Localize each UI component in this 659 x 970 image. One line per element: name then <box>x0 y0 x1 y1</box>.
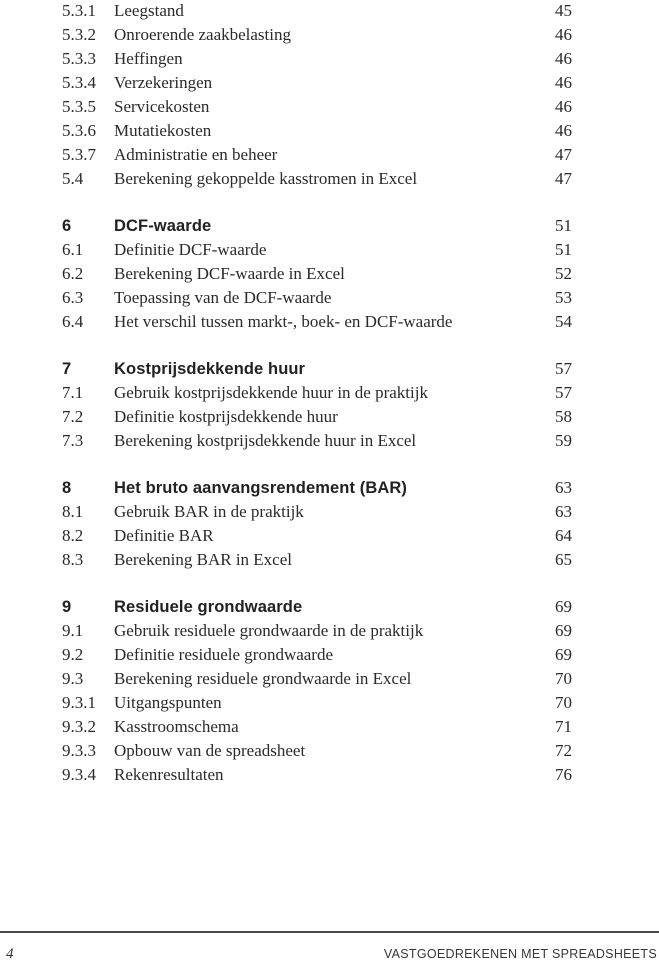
toc-entry-number: 9.2 <box>62 645 84 664</box>
toc-entry-page: 71 <box>555 717 572 736</box>
toc-entry-number: 7.1 <box>62 383 84 402</box>
toc-entry-title: Kostprijsdekkende huur <box>114 360 306 378</box>
toc-entry-number: 6.2 <box>62 264 84 283</box>
toc-section <box>0 0 659 191</box>
toc-entry-title: Verzekeringen <box>114 73 213 92</box>
toc-entry-page: 59 <box>555 431 572 450</box>
toc-entry-number: 9.3.4 <box>62 765 96 784</box>
toc-entry-number: 8.3 <box>62 550 84 569</box>
toc-entry-page: 51 <box>555 216 572 235</box>
toc-entry-number: 9.3.1 <box>62 693 96 712</box>
footer-rule <box>0 931 659 933</box>
toc-entry-page: 72 <box>555 741 572 760</box>
toc-entry-title: Berekening BAR in Excel <box>114 550 292 569</box>
toc-entry-title: DCF-waarde <box>114 217 212 235</box>
toc-entry-title: Residuele grondwaarde <box>114 598 303 616</box>
toc-entry-page: 65 <box>555 550 572 569</box>
toc-entry-number: 5.3.4 <box>62 73 96 92</box>
toc-chapter-heading <box>0 214 659 238</box>
toc-entry <box>0 143 659 167</box>
toc-entry <box>0 429 659 453</box>
toc-entry <box>0 667 659 691</box>
toc-chapter-heading <box>0 595 659 619</box>
toc-entry-number: 9.3 <box>62 669 84 688</box>
toc-chapter-heading <box>0 476 659 500</box>
toc-entry-title: Servicekosten <box>114 97 210 116</box>
toc-entry <box>0 310 659 334</box>
toc-entry-page: 51 <box>555 240 572 259</box>
toc-entry-page: 53 <box>555 288 572 307</box>
toc-entry-number: 8.2 <box>62 526 84 545</box>
toc-entry-title: Leegstand <box>114 1 184 20</box>
toc-entry-number: 5.3.6 <box>62 121 96 140</box>
toc-chapter-heading <box>0 357 659 381</box>
toc-entry-title: Berekening residuele grondwaarde in Excel <box>114 669 412 688</box>
toc-entry-title: Het verschil tussen markt-, boek- en DCF-waarde <box>114 312 453 331</box>
toc-entry-title: Toepassing van de DCF-waarde <box>114 288 332 307</box>
toc-entry-number: 5.3.5 <box>62 97 96 116</box>
toc-entry-page: 69 <box>555 621 572 640</box>
toc-entry <box>0 167 659 191</box>
toc-entry <box>0 739 659 763</box>
footer-page-number: 4 <box>6 946 14 962</box>
toc-entry-number: 9.3.3 <box>62 741 96 760</box>
toc-entry-number: 6.3 <box>62 288 84 307</box>
footer-book-title: VASTGOEDREKENEN MET SPREADSHEETS <box>383 947 657 961</box>
toc-entry <box>0 548 659 572</box>
toc-entry-title: Onroerende zaakbelasting <box>114 25 291 44</box>
toc-section <box>0 476 659 572</box>
toc-entry <box>0 95 659 119</box>
toc-entry-page: 46 <box>555 25 572 44</box>
toc-entry <box>0 119 659 143</box>
toc-entry-title: Rekenresultaten <box>114 765 224 784</box>
toc-entry <box>0 381 659 405</box>
toc-entry <box>0 500 659 524</box>
toc-entry-page: 47 <box>555 145 572 164</box>
toc-entry <box>0 71 659 95</box>
toc-entry-page: 63 <box>555 502 572 521</box>
toc-entry-page: 52 <box>555 264 572 283</box>
toc-entry-number: 5.3.1 <box>62 1 96 20</box>
toc-entry-number: 9.1 <box>62 621 84 640</box>
toc-entry-title: Definitie kostprijsdekkende huur <box>114 407 338 426</box>
toc-entry-title: Heffingen <box>114 49 183 68</box>
toc-entry-number: 5.3.7 <box>62 145 96 164</box>
toc-entry-number: 9 <box>62 598 72 616</box>
toc-entry-page: 46 <box>555 49 572 68</box>
toc-entry-page: 46 <box>555 121 572 140</box>
toc-entry-title: Mutatiekosten <box>114 121 212 140</box>
toc-entry <box>0 47 659 71</box>
toc-entry <box>0 0 659 23</box>
toc-entry-page: 70 <box>555 669 572 688</box>
toc-entry <box>0 643 659 667</box>
toc-entry-title: Gebruik residuele grondwaarde in de praktijk <box>114 621 424 640</box>
toc-section <box>0 214 659 334</box>
toc-entry <box>0 286 659 310</box>
toc-entry <box>0 763 659 787</box>
toc-entry-page: 63 <box>555 478 572 497</box>
toc-entry-page: 57 <box>555 359 572 378</box>
toc-entry-page: 76 <box>555 765 572 784</box>
toc-entry-title: Berekening DCF-waarde in Excel <box>114 264 345 283</box>
toc-entry-page: 45 <box>555 1 572 20</box>
toc-entry-number: 7 <box>62 360 72 378</box>
toc-entry-title: Definitie BAR <box>114 526 214 545</box>
toc-section <box>0 595 659 787</box>
toc-entry-title: Administratie en beheer <box>114 145 278 164</box>
toc-entry <box>0 691 659 715</box>
toc-entry-number: 8.1 <box>62 502 84 521</box>
toc-entry-number: 5.3.3 <box>62 49 96 68</box>
toc-entry-number: 5.4 <box>62 169 84 188</box>
toc-entry-page: 70 <box>555 693 572 712</box>
toc-entry <box>0 524 659 548</box>
toc-entry <box>0 238 659 262</box>
toc-entry-number: 5.3.2 <box>62 25 96 44</box>
toc-entry-title: Definitie DCF-waarde <box>114 240 267 259</box>
toc-entry-page: 69 <box>555 645 572 664</box>
toc-entry-page: 47 <box>555 169 572 188</box>
toc-entry-page: 46 <box>555 97 572 116</box>
toc-entry-number: 6.4 <box>62 312 84 331</box>
toc-entry <box>0 619 659 643</box>
toc-entry-title: Opbouw van de spreadsheet <box>114 741 306 760</box>
toc-entry-number: 7.3 <box>62 431 84 450</box>
toc-entry-page: 57 <box>555 383 572 402</box>
toc-entry <box>0 23 659 47</box>
toc-entry-title: Gebruik kostprijsdekkende huur in de praktijk <box>114 383 428 402</box>
page-footer <box>0 946 659 963</box>
toc-entry-page: 46 <box>555 73 572 92</box>
toc-section <box>0 357 659 453</box>
toc-entry-title: Berekening gekoppelde kasstromen in Excel <box>114 169 418 188</box>
toc-entry-number: 9.3.2 <box>62 717 96 736</box>
toc-entry-number: 7.2 <box>62 407 84 426</box>
toc-entry-title: Uitgangspunten <box>114 693 222 712</box>
toc-entry-title: Gebruik BAR in de praktijk <box>114 502 304 521</box>
toc-entry-page: 64 <box>555 526 572 545</box>
toc-entry-page: 54 <box>555 312 572 331</box>
toc-entry-number: 8 <box>62 479 72 497</box>
toc-entry <box>0 262 659 286</box>
toc-entry-title: Kasstroomschema <box>114 717 239 736</box>
toc-entry-number: 6.1 <box>62 240 84 259</box>
toc-entry <box>0 715 659 739</box>
toc-entry-title: Het bruto aanvangsrendement (BAR) <box>114 479 408 497</box>
toc-entry-page: 69 <box>555 597 572 616</box>
toc-entry <box>0 405 659 429</box>
toc-entry-title: Definitie residuele grondwaarde <box>114 645 334 664</box>
toc-entry-title: Berekening kostprijsdekkende huur in Excel <box>114 431 417 450</box>
toc-entry-page: 58 <box>555 407 572 426</box>
toc-entry-number: 6 <box>62 217 72 235</box>
